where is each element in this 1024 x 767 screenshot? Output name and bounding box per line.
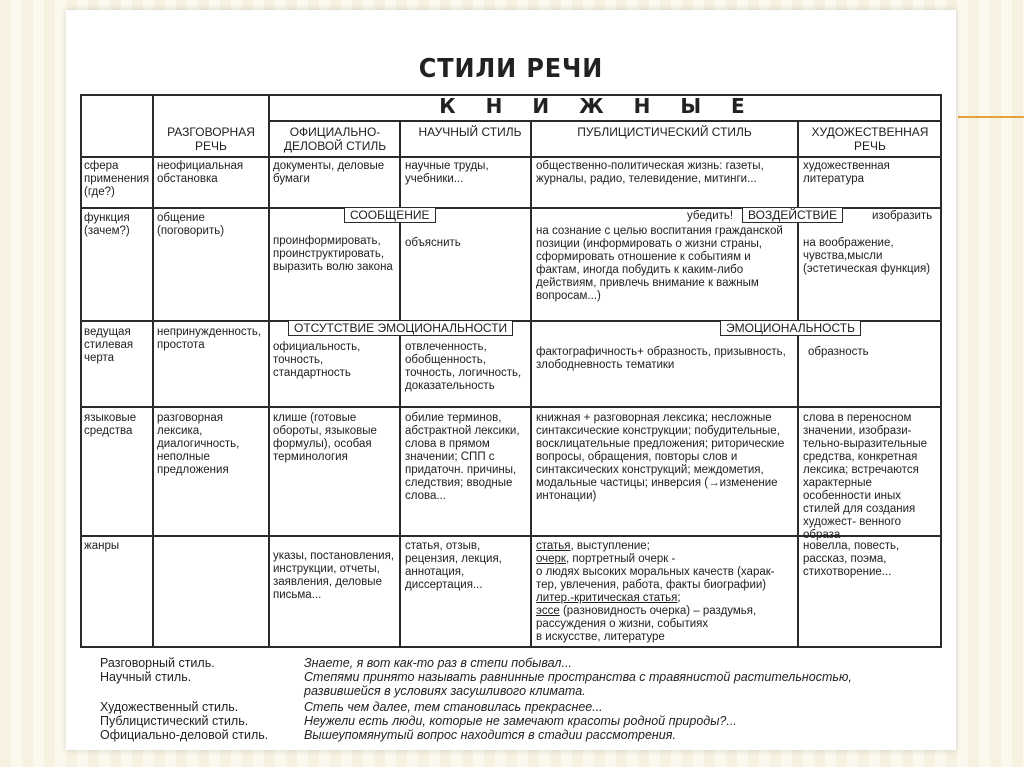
example-style-1: Научный стиль.: [100, 670, 192, 684]
row-label-function: функция (зачем?): [84, 212, 130, 237]
example-style-3: Художественный стиль.: [100, 700, 239, 714]
genres-artistic: новелла, повесть, рассказ, поэма, стихотворение...: [803, 540, 900, 578]
row-label-genres: жанры: [84, 540, 120, 552]
example-text-4: Неужели есть люди, которые не замечают красоты родной природы?...: [304, 714, 737, 728]
sphere-colloquial: неофициальная обстановка: [157, 160, 244, 185]
book-styles-header: КНИЖНЫЕ: [439, 94, 775, 118]
feature-colloquial: непринужденность, простота: [157, 326, 262, 351]
example-text-0: Знаете, я вот как-то раз в степи побывал...: [304, 656, 572, 670]
means-official: клише (готовые обороты, языковые формулы), особая терминология: [273, 412, 377, 463]
sphere-artistic: художественная литература: [803, 160, 890, 185]
header-artistic: ХУДОЖЕСТВЕННАЯ РЕЧЬ: [811, 125, 929, 153]
function-scientific: объяснить: [405, 237, 461, 249]
example-text-1: Степями принято называть равнинные пространства с травянистой растительностью,: [304, 670, 852, 684]
no-emotion-box: ОТСУТСТВИЕ ЭМОЦИОНАЛЬНОСТИ: [288, 320, 513, 336]
function-colloquial: общение (поговорить): [157, 212, 225, 237]
example-style-5: Официально-деловой стиль.: [100, 728, 269, 742]
example-style-4: Публицистический стиль.: [100, 714, 249, 728]
example-text-3: Степь чем далее, тем становилась прекраснее...: [304, 700, 603, 714]
function-artistic: на воображение, чувства,мысли (эстетическая функция): [803, 237, 931, 275]
example-text-2: развившейся в условиях засушливого климата.: [304, 684, 586, 698]
feature-official: официальность, точность, стандартность: [273, 341, 361, 379]
page-title: СТИЛИ РЕЧИ: [418, 54, 604, 84]
slide: [66, 10, 956, 750]
styles-table: [66, 10, 956, 750]
row-label-feature: ведущая стилевая черта: [84, 326, 134, 364]
emotion-box: ЭМОЦИОНАЛЬНОСТЬ: [720, 320, 861, 336]
genres-official: указы, постановления, инструкции, отчеты, заявления, деловые письма...: [273, 550, 395, 601]
means-publicistic: книжная + разговорная лексика; несложные синтаксические конструкции; побудительные, восклицательные предложения; риторические вопросы, обращения, повторы слов и синтаксических конструкций; междометия, модальные частицы; инверсия (→изменение интонации): [536, 412, 785, 502]
genres-publicistic: статья, выступление; очерк, портретный очерк - о людях высоких моральных качеств (харак- тер, увлечения, работа, факты биографии) литер.-критическая статья; эссе (разновидность очерка) – раздумья, рассуждения о жизни, событиях в искусстве, литературе: [536, 540, 775, 643]
means-scientific: обилие терминов, абстрактной лексики, слова в прямом значении; СПП с придаточн. причины, следствия; вводные слова...: [405, 412, 520, 502]
message-box: СООБЩЕНИЕ: [344, 207, 436, 223]
function-persuade: убедить!: [687, 210, 734, 222]
row-label-sphere: сфера применения (где?): [84, 160, 150, 198]
sphere-publicistic: общественно-политическая жизнь: газеты, журналы, радио, телевидение, митинги...: [536, 160, 764, 185]
accent-line: [958, 116, 1024, 118]
function-depict: изобразить: [872, 210, 933, 222]
function-publicistic: на сознание с целью воспитания гражданской позиции (информировать о жизни страны, сформировать отношение к событиям и фактам, иногда побудить к каким-либо действиям, привлечь внимание к важным вопросам...): [536, 225, 783, 302]
example-style-0: Разговорный стиль.: [100, 656, 215, 670]
feature-artistic: образность: [808, 346, 869, 358]
sphere-scientific: научные труды, учебники...: [405, 160, 489, 185]
influence-box: ВОЗДЕЙСТВИЕ: [742, 207, 843, 223]
means-colloquial: разговорная лексика, диалогичность, неполные предложения: [157, 412, 240, 476]
sphere-official: документы, деловые бумаги: [273, 160, 385, 185]
header-official: ОФИЦИАЛЬНО-ДЕЛОВОЙ СТИЛЬ: [283, 125, 387, 153]
header-scientific: НАУЧНЫЙ СТИЛЬ: [418, 125, 522, 139]
means-artistic: слова в переносном значении, изобрази- тельно-выразительные средства, конкретная лексика; встречаются характерные особенности иных стилей для создания художест- венного образа: [803, 412, 928, 541]
row-label-means: языковые средства: [84, 412, 137, 437]
header-publicistic: ПУБЛИЦИСТИЧЕСКИЙ СТИЛЬ: [577, 125, 752, 139]
example-text-5: Вышеупомянутый вопрос находится в стадии рассмотрения.: [304, 728, 676, 742]
feature-publicistic: фактографичность+ образность, призывность, злободневность тематики: [536, 346, 786, 371]
header-colloquial: РАЗГОВОРНАЯ РЕЧЬ: [167, 125, 255, 153]
function-official: проинформировать, проинструктировать, выразить волю закона: [273, 235, 393, 273]
genres-scientific: статья, отзыв, рецензия, лекция, аннотация, диссертация...: [405, 540, 502, 591]
feature-scientific: отвлеченность, обобщенность, точность, логичность, доказательность: [405, 341, 522, 392]
